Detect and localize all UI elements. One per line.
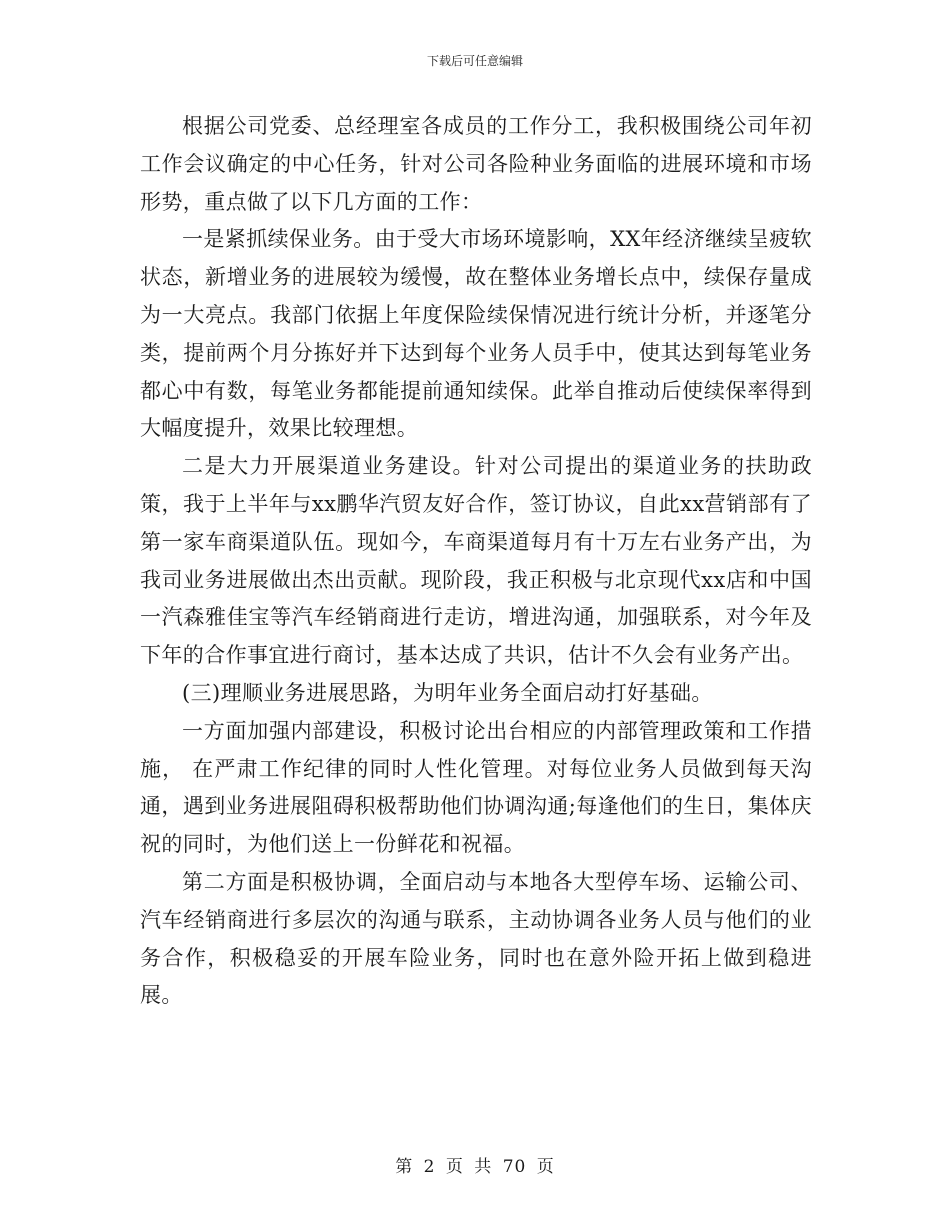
page-header: 下载后可任意编辑 xyxy=(426,54,523,68)
paragraph-renewal-business: 一是紧抓续保业务。由于受大市场环境影响，XX年经济继续呈疲软状态，新增业务的进展较为缓慢，故在整体业务增长点中，续保存量成为一大亮点。我部门依据上年度保险续保情况进行统计分析，并逐笔分类，提前两个月分拣好并下达到每个业务人员手中，使其达到每笔业务都心中有数，每笔业务都能提前通知续保。此举自推动后使续保率得到大幅度提升，效果比较理想。 xyxy=(140,227,812,441)
paragraph-section-three-heading: (三)理顺业务进展思路，为明年业务全面启动打好基础。 xyxy=(182,680,713,705)
paragraph-coordination: 第二方面是积极协调，全面启动与本地各大型停车场、运输公司、汽车经销商进行多层次的沟通与联系，主动协调各业务人员与他们的业务合作，积极稳妥的开展车险业务，同时也在意外险开拓上做到稳进展。 xyxy=(140,869,812,1008)
page-number-footer: 第 2 页 共 70 页 xyxy=(395,1157,555,1177)
paragraph-internal-building: 一方面加强内部建设，积极讨论出台相应的内部管理政策和工作措施， 在严肃工作纪律的同时人性化管理。对每位业务人员做到每天沟通，遇到业务进展阻碍积极帮助他们协调沟通;每逢他们的生日，集体庆祝的同时，为他们送上一份鲜花和祝福。 xyxy=(140,718,812,857)
paragraph-intro: 根据公司党委、总经理室各成员的工作分工，我积极围绕公司年初工作会议确定的中心任务，针对公司各险种业务面临的进展环境和市场形势，重点做了以下几方面的工作： xyxy=(140,114,812,214)
paragraph-channel-business: 二是大力开展渠道业务建设。针对公司提出的渠道业务的扶助政策，我于上半年与xx鹏华汽贸友好合作，签订协议，自此xx营销部有了第一家车商渠道队伍。现如今，车商渠道每月有十万左右业务产出，为我司业务进展做出杰出贡献。现阶段，我正积极与北京现代xx店和中国一汽森雅佳宝等汽车经销商进行走访，增进沟通，加强联系，对今年及下年的合作事宜进行商讨，基本达成了共识，估计不久会有业务产出。 xyxy=(140,454,812,668)
document-body xyxy=(140,108,812,1015)
